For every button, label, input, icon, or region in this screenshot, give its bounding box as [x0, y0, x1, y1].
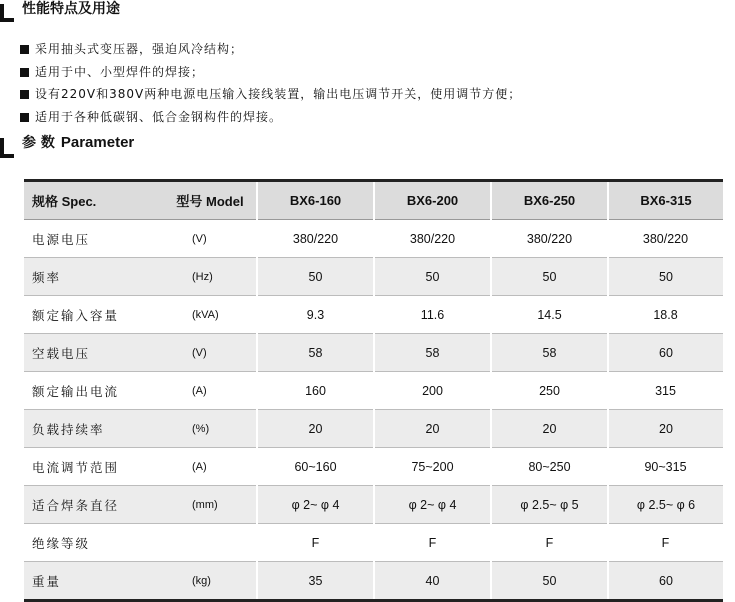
- cell-value: 58: [374, 334, 491, 372]
- model-header: BX6-160: [257, 181, 374, 220]
- cell-value: φ 2~ φ 4: [257, 486, 374, 524]
- parameters-heading-text: [22, 132, 134, 152]
- cell-value: 40: [374, 562, 491, 601]
- features-section-heading: [0, 0, 300, 24]
- cell-value: F: [491, 524, 608, 562]
- cell-value: F: [608, 524, 723, 562]
- spec-table: [24, 179, 723, 602]
- row-name: 频率: [24, 258, 164, 296]
- parameters-heading-en: Parameter: [60, 134, 135, 151]
- square-bullet-icon: [20, 113, 29, 122]
- features-heading-text: 性能特点及用途: [22, 1, 120, 17]
- cell-value: 50: [374, 258, 491, 296]
- row-unit: (mm): [164, 486, 257, 524]
- table-row: [24, 258, 723, 296]
- table-row: [24, 486, 723, 524]
- cell-value: 58: [491, 334, 608, 372]
- table-row: [24, 220, 723, 258]
- cell-value: 35: [257, 562, 374, 601]
- row-unit: (Hz): [164, 258, 257, 296]
- table-row: [24, 524, 723, 562]
- table-row: [24, 372, 723, 410]
- cell-value: 75~200: [374, 448, 491, 486]
- cell-value: 80~250: [491, 448, 608, 486]
- list-item: [20, 106, 521, 129]
- cell-value: 58: [257, 334, 374, 372]
- row-name: 电流调节范围: [24, 448, 164, 486]
- cell-value: 380/220: [608, 220, 723, 258]
- row-name: 重量: [24, 562, 164, 601]
- cell-value: 20: [374, 410, 491, 448]
- model-header: BX6-250: [491, 181, 608, 220]
- table-row: [24, 562, 723, 601]
- features-list: [20, 38, 521, 128]
- row-name: 空载电压: [24, 334, 164, 372]
- table-row: [24, 448, 723, 486]
- square-bullet-icon: [20, 45, 29, 54]
- cell-value: 315: [608, 372, 723, 410]
- feature-text: 适用于中、小型焊件的焊接；: [35, 64, 205, 79]
- cell-value: 50: [257, 258, 374, 296]
- corner-bracket-icon: [0, 138, 14, 158]
- square-bullet-icon: [20, 90, 29, 99]
- row-unit: [164, 524, 257, 562]
- row-name: 适合焊条直径: [24, 486, 164, 524]
- cell-value: 50: [608, 258, 723, 296]
- cell-value: 20: [257, 410, 374, 448]
- row-unit: (A): [164, 448, 257, 486]
- cell-value: 60: [608, 334, 723, 372]
- cell-value: F: [257, 524, 374, 562]
- cell-value: 20: [608, 410, 723, 448]
- cell-value: φ 2~ φ 4: [374, 486, 491, 524]
- row-name: 额定输入容量: [24, 296, 164, 334]
- row-unit: (V): [164, 334, 257, 372]
- row-unit: (%): [164, 410, 257, 448]
- model-header: BX6-315: [608, 181, 723, 220]
- table-row: [24, 410, 723, 448]
- feature-text: 适用于各种低碳钢、低合金钢构件的焊接。: [35, 109, 283, 124]
- cell-value: 60: [608, 562, 723, 601]
- cell-value: 14.5: [491, 296, 608, 334]
- row-unit: (A): [164, 372, 257, 410]
- cell-value: 380/220: [491, 220, 608, 258]
- row-unit: (kVA): [164, 296, 257, 334]
- row-name: 负载持续率: [24, 410, 164, 448]
- row-unit: (V): [164, 220, 257, 258]
- row-name: 额定输出电流: [24, 372, 164, 410]
- cell-value: φ 2.5~ φ 6: [608, 486, 723, 524]
- spec-label-header: 规格 Spec.: [24, 181, 164, 220]
- feature-text: 设有220V和380V两种电源电压输入接线装置，输出电压调节开关，使用调节方便；: [35, 87, 522, 102]
- table-header-row: [24, 181, 723, 220]
- row-name: 绝缘等级: [24, 524, 164, 562]
- table-row: [24, 334, 723, 372]
- cell-value: 18.8: [608, 296, 723, 334]
- list-item: [20, 38, 521, 61]
- row-unit: (kg): [164, 562, 257, 601]
- table-row: [24, 296, 723, 334]
- parameters-section-heading: [0, 132, 300, 162]
- cell-value: 90~315: [608, 448, 723, 486]
- model-header: BX6-200: [374, 181, 491, 220]
- cell-value: 60~160: [257, 448, 374, 486]
- parameters-heading-cn: 参 数: [22, 135, 55, 151]
- cell-value: 380/220: [257, 220, 374, 258]
- model-label-header: 型号 Model: [164, 181, 257, 220]
- row-name: 电源电压: [24, 220, 164, 258]
- cell-value: 20: [491, 410, 608, 448]
- cell-value: 9.3: [257, 296, 374, 334]
- cell-value: 380/220: [374, 220, 491, 258]
- cell-value: 50: [491, 562, 608, 601]
- list-item: [20, 83, 521, 106]
- cell-value: φ 2.5~ φ 5: [491, 486, 608, 524]
- feature-text: 采用抽头式变压器，强迫风冷结构；: [35, 42, 244, 56]
- cell-value: 160: [257, 372, 374, 410]
- cell-value: F: [374, 524, 491, 562]
- cell-value: 11.6: [374, 296, 491, 334]
- list-item: [20, 61, 521, 84]
- cell-value: 200: [374, 372, 491, 410]
- cell-value: 250: [491, 372, 608, 410]
- cell-value: 50: [491, 258, 608, 296]
- square-bullet-icon: [20, 68, 29, 77]
- corner-bracket-icon: [0, 4, 14, 22]
